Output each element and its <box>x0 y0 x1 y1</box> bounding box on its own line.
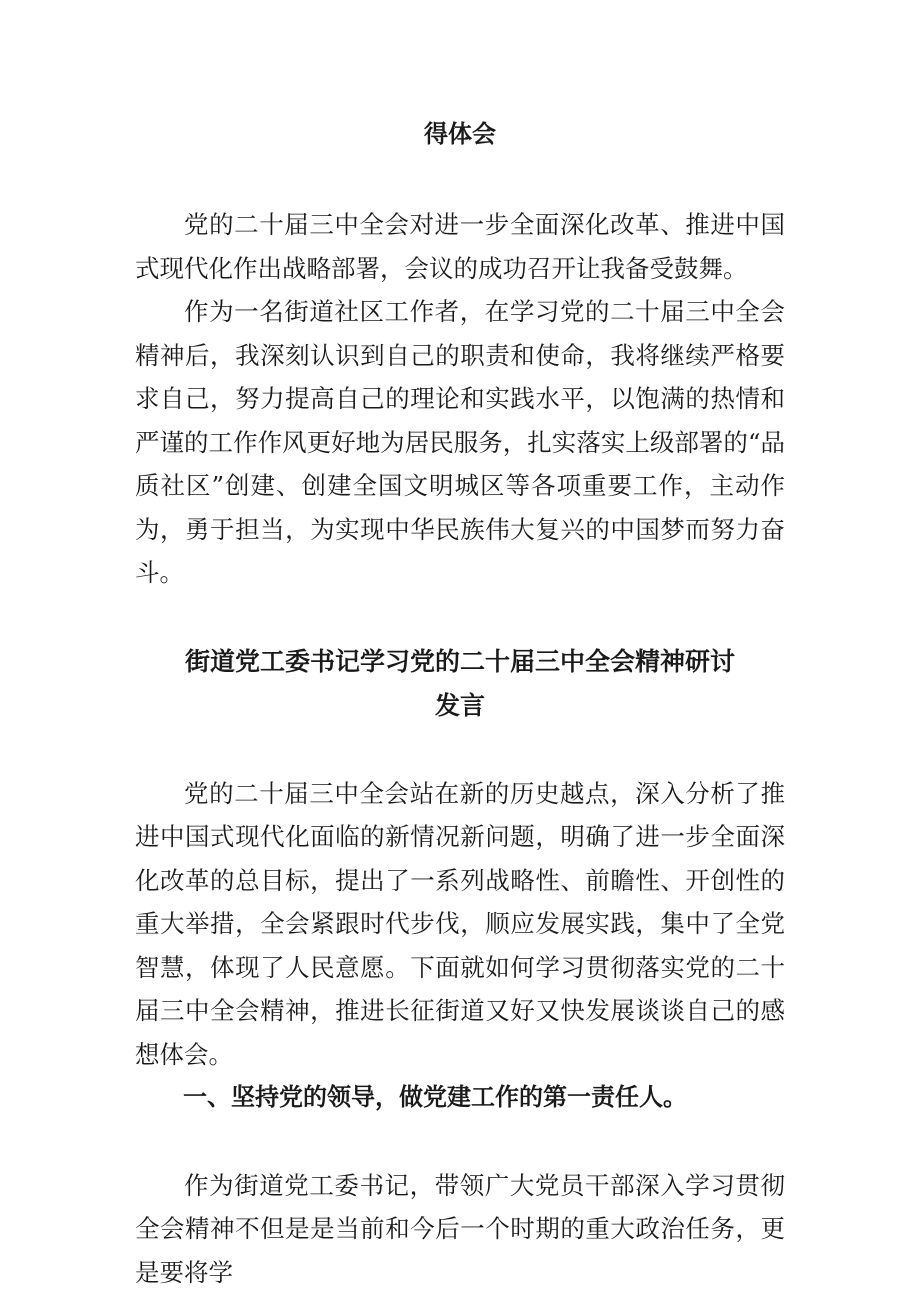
section-title-2: 街道党工委书记学习党的二十届三中全会精神研讨发言 <box>184 646 735 720</box>
document-body <box>135 112 785 1294</box>
paragraph: 作为一名街道社区工作者，在学习党的二十届三中全会精神后，我深刻认识到自己的职责和使命，我将继续严格要求自己，努力提高自己的理论和实践水平，以饱满的热情和严谨的工作作风更好地为居民服务，扎实落实上级部署的“品质社区”创建、创建全国文明城区等各项重要工作，主动作为，勇于担当，为实现中华民族伟大复兴的中国梦而努力奋斗。 <box>135 297 785 587</box>
subheading: 一、坚持党的领导，做党建工作的第一责任人。 <box>183 1083 687 1111</box>
paragraph: 党的二十届三中全会对进一步全面深化改革、推进中国式现代化作出战略部署，会议的成功召开让我备受鼓舞。 <box>135 210 785 283</box>
paragraph: 作为街道党工委书记，带领广大党员干部深入学习贯彻全会精神不但是是当前和今后一个时期的重大政治任务，更是要将学 <box>135 1170 785 1287</box>
spacer <box>135 1120 785 1164</box>
spacer <box>135 595 785 640</box>
spacer <box>135 728 785 772</box>
spacer <box>135 156 785 203</box>
paragraph: 党的二十届三中全会站在新的历史越点，深入分析了推进中国式现代化面临的新情况新问题，明确了进一步全面深化改革的总目标，提出了一系列战略性、前瞻性、开创性的重大举措，全会紧跟时代步伐，顺应发展实践，集中了全党智慧，体现了人民意愿。下面就如何学习贯彻落实党的二十届三中全会精神，推进长征街道又好又快发展谈谈自己的感想体会。 <box>135 778 785 1069</box>
section-title-1: 得体会 <box>424 120 496 148</box>
